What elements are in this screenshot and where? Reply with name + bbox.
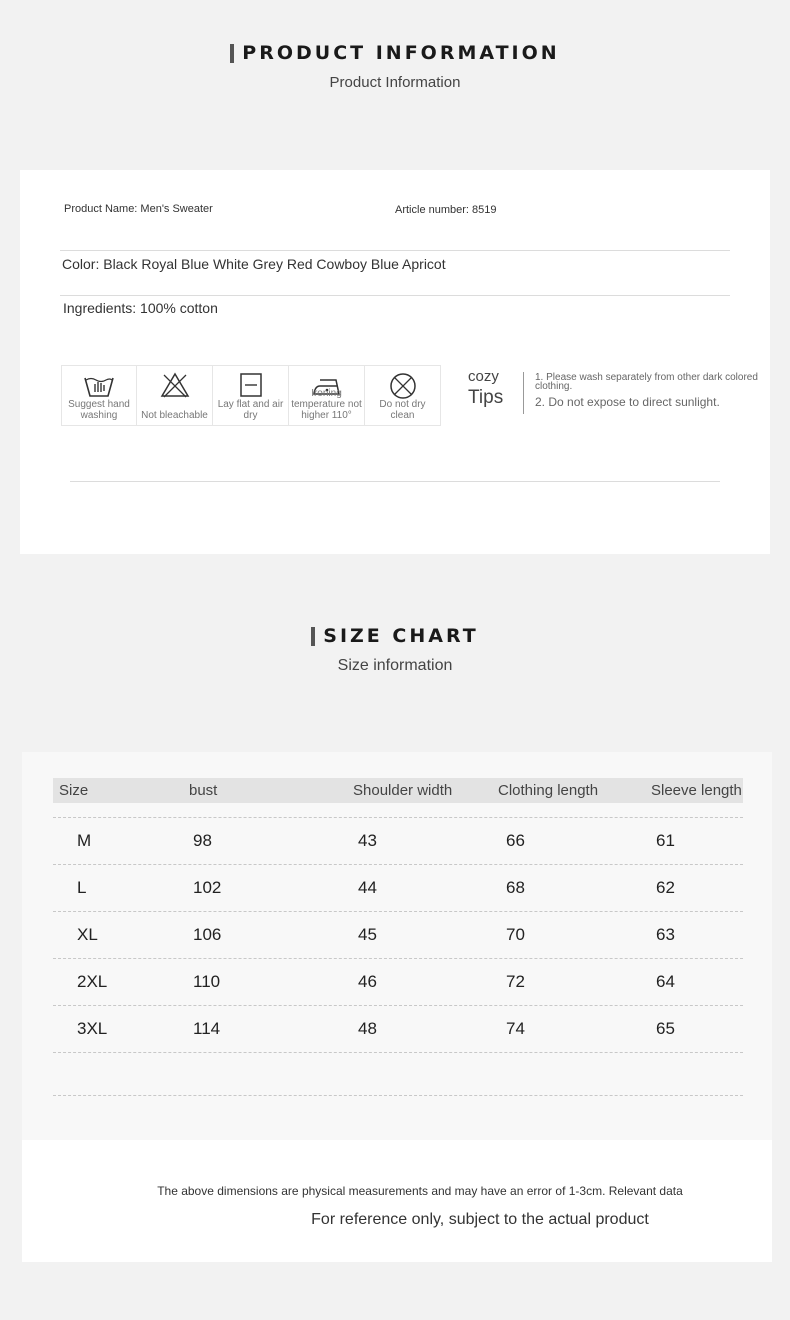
measurement-note: The above dimensions are physical measurements and may have an error of 1-3cm. Relevant data (157, 1184, 683, 1198)
tip-1: 1. Please wash separately from other dark colored clothing. (535, 372, 758, 392)
lay-flat-dry-icon (239, 372, 263, 398)
care-label: Do not dry clean (379, 399, 426, 421)
care-label: Lay flat and air dry (217, 399, 284, 421)
product-info-subtitle: Product Information (329, 73, 461, 91)
table-row: L 102 44 68 62 (53, 865, 743, 912)
no-dry-clean-icon (388, 372, 418, 400)
header-clothing-length: Clothing length (498, 782, 599, 799)
care-item-no-bleach (137, 366, 213, 425)
divider (70, 481, 720, 482)
article-number: Article number: 8519 (395, 204, 497, 216)
tips-text (535, 373, 785, 409)
care-item-ironing (289, 366, 365, 425)
tip-2: 2. Do not expose to direct sunlight. (535, 395, 720, 409)
divider (60, 295, 730, 296)
size-table-header (53, 778, 743, 817)
care-label: Not bleachable (141, 410, 208, 421)
product-name: Product Name: Men's Sweater (64, 203, 213, 215)
table-row: M 98 43 66 61 (53, 818, 743, 865)
product-info-title: PRODUCT INFORMATION (230, 42, 559, 64)
tips-title: cozy Tips (468, 368, 504, 408)
title-bar-accent (311, 627, 315, 646)
hand-wash-icon (82, 372, 116, 398)
care-label: Ironing temperature not higher 110° (291, 388, 362, 421)
header-size: Size (59, 782, 89, 799)
table-row: 3XL 114 48 74 65 (53, 1006, 743, 1053)
table-row-empty (53, 1053, 743, 1096)
table-row: 2XL 110 46 72 64 (53, 959, 743, 1006)
care-label: Suggest hand washing (68, 399, 130, 421)
table-row: XL 106 45 70 63 (53, 912, 743, 959)
note-card (22, 1140, 772, 1262)
size-table (53, 778, 743, 1096)
care-item-lay-flat (213, 366, 289, 425)
title-bar-accent (230, 44, 234, 63)
care-item-no-dry-clean (365, 366, 441, 425)
divider (60, 250, 730, 251)
care-item-hand-wash (61, 366, 137, 425)
header-bust: bust (189, 782, 218, 799)
product-info-card (20, 170, 770, 554)
reference-note: For reference only, subject to the actual product (311, 1211, 649, 1228)
care-instructions (61, 365, 441, 426)
product-colors: Color: Black Royal Blue White Grey Red Cowboy Blue Apricot (62, 256, 446, 272)
header-sleeve-length: Sleeve length (651, 782, 742, 799)
size-chart-subtitle: Size information (337, 656, 453, 674)
product-ingredients: Ingredients: 100% cotton (63, 300, 218, 316)
size-chart-header (0, 625, 790, 675)
product-info-header (0, 42, 790, 91)
tips-divider (523, 372, 524, 414)
no-bleach-icon (160, 372, 190, 398)
size-chart-title: SIZE CHART (311, 625, 478, 647)
header-shoulder-width: Shoulder width (353, 782, 453, 799)
